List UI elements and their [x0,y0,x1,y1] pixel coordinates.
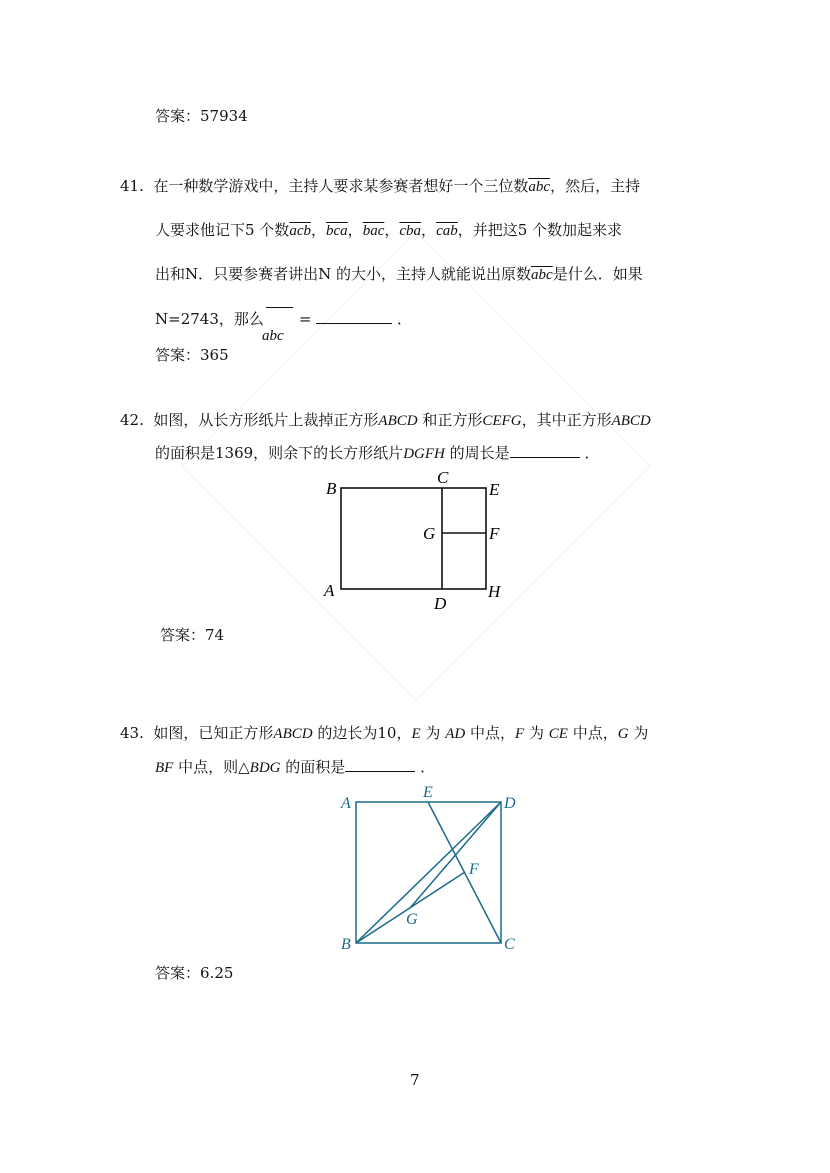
q43-label-d: D [504,795,516,812]
q41-answer: 答案：365 [155,346,229,364]
page-number: 7 [410,1071,420,1089]
prev-answer: 答案：57934 [155,107,248,125]
q42-label-f: F [489,524,500,543]
q43-label-b: B [341,936,351,953]
q41-abc-below: abc [262,328,284,344]
q43-answer: 答案：6.25 [155,964,234,982]
q42-label-h: H [488,582,501,601]
q41-line2: 人要求他记下5 个数$\overline{acb}$，$\overline{bca}$，$\overline{bac}$，$\overline{cba}$，$\overline{cab}$，并把这5 个数加起来求 [155,221,623,239]
q43-line-gd [410,802,501,908]
q41-number: 41. [120,177,144,195]
q41-line4: N=2743，那么 = ． [155,309,412,329]
q43-label-e: E [423,784,433,801]
q43-label-f: F [469,861,479,878]
q41-line1: 41. 在一种数学游戏中，主持人要求某参赛者想好一个三位数$\overline{abc}$，然后，主持 [120,177,641,195]
q42-label-c: C [437,468,449,487]
q42-label-b: B [326,479,337,498]
q42-label-g: G [423,524,436,543]
q42-blank [510,443,580,458]
q43-line-bd [356,802,501,943]
q42-label-e: E [489,480,500,499]
q43-number: 43. [120,724,144,742]
q42-line1: 42. 如图，从长方形纸片上裁掉正方形ABCD 和正方形CEFG，其中正方形ABCD [120,411,651,429]
q41-blank [316,309,392,324]
q43-diagram [335,784,525,959]
q43-label-a: A [341,795,351,812]
q42-number: 42. [120,411,144,429]
q43-label-g: G [406,911,418,928]
q43-label-c: C [504,936,515,953]
q42-outer-rect [341,488,486,589]
q42-label-a: A [324,581,335,600]
q43-line2: BF 中点，则△BDG 的面积是 ． [155,758,436,776]
q42-diagram [315,466,515,616]
q43-blank [345,757,415,772]
q41-line3: 出和N．只要参赛者讲出N 的大小，主持人就能说出原数$\overline{abc}$是什么．如果 [155,265,643,283]
q42-answer: 答案：74 [160,626,225,644]
q42-label-d: D [434,594,447,613]
q43-line1: 43. 如图，已知正方形ABCD 的边长为10，E 为 AD 中点，F 为 CE 中点，G 为 [120,724,649,742]
q42-line2: 的面积是1369，则余下的长方形纸片DGFH 的周长是 ． [155,444,600,462]
